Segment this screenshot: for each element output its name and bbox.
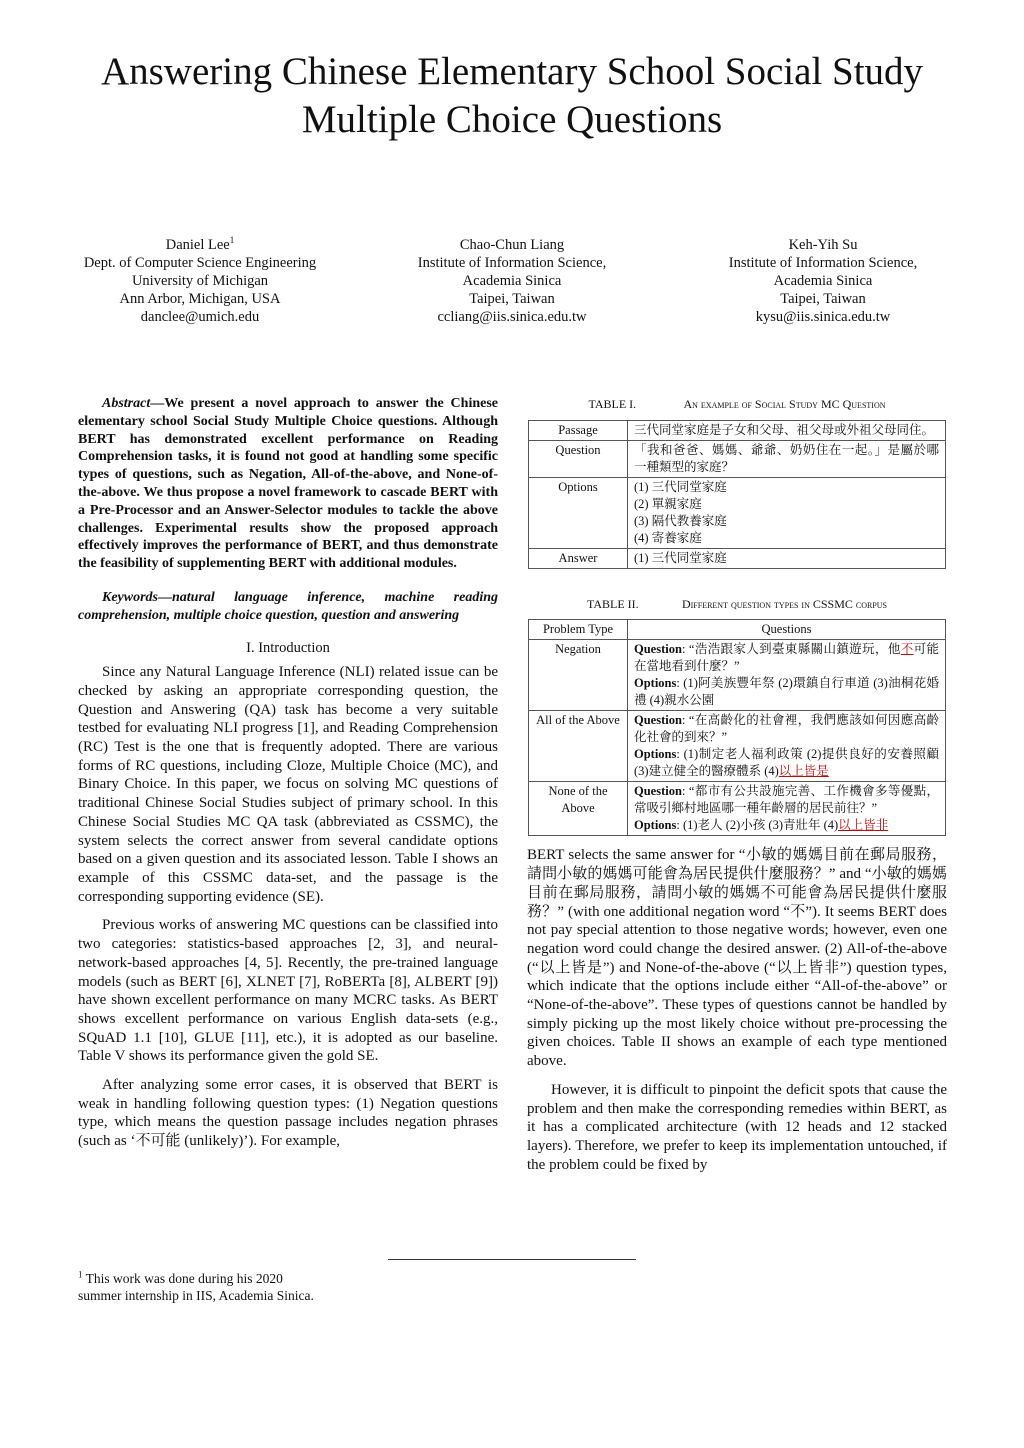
question-cell: Question: “都市有公共設施完善、工作機會多等優點，常吸引鄉村地區哪一種年齡層的居民前往？” Options: (1)老人 (2)小孩 (3)青壯年 (4)以上皆非 [628, 782, 946, 836]
table2 [528, 619, 946, 836]
negation-word: 不 [900, 642, 914, 657]
question-cell: Question: “浩浩跟家人到臺東縣關山鎮遊玩，他不可能在當地看到什麼？” Options: (1)阿美族豐年祭 (2)環鎮自行車道 (3)油桐花婚禮 (4)親水公園 [628, 640, 946, 711]
footnote-divider [388, 1259, 636, 1260]
author-name: Keh-Yih Su [788, 237, 858, 253]
table1-caption [527, 395, 947, 414]
row-value: (1) 三代同堂家庭 [628, 548, 946, 568]
table-row [529, 477, 946, 548]
author-name: Daniel Lee [165, 237, 230, 253]
abstract: Abstract—We present a novel approach to answer the Chinese elementary school Social Study Multiple Choice questions. Although BERT has demonstrated excellent performance on Reading Comprehension tasks, it is found not good at handling some specific types of questions, such as Negation, All-of-the-above, and None-of-the-above. We thus propose a novel framework to cascade BERT with a Pre-Processor and an Answer-Selector modules to tackle the above challenges. Experimental results show the proposed approach effectively improves the performance of BERT, and thus demonstrate the feasibility of supplementing BERT with additional modules. [78, 396, 498, 572]
table-row [529, 782, 946, 836]
paragraph: After analyzing some error cases, it is observed that BERT is weak in handling following question types: (1) Negation questions type, which means the question passage includes negation phrases (such as ‘不可能 (unlikely)’). For example, [78, 1077, 498, 1150]
question-text: 浩浩跟家人到臺東縣關山鎮遊玩，他 [694, 642, 901, 657]
options-label: Options [634, 747, 677, 762]
author-email: ccliang@iis.sinica.edu.tw [437, 309, 587, 325]
options-text: (1)老人 (2)小孩 (3)青壯年 (4) [683, 818, 839, 833]
author-affiliation: University of Michigan [131, 273, 269, 289]
answer-highlight: 以上皆非 [838, 818, 889, 833]
author-affiliation: Academia Sinica [773, 273, 873, 289]
author-email: kysu@iis.sinica.edu.tw [755, 309, 891, 325]
paragraph: Previous works of answering MC questions can be classified into two categories: statistics-based approaches [2, 3], and neural-network-based approaches [4, 5]. Recently, the pre-trained language models (such as BERT [6], XLNET [7], RoBERTa [8], ALBERT [9]) have shown excellent performance on many MCRC tasks. As BERT shows excellent performance on various English data-sets (e.g., SQuAD 1.1 [10], GLUE [11], etc.), it is adopted as our baseline. Table V shows its performance given the gold SE. [78, 917, 498, 1065]
row-value: 三代同堂家庭是子女和父母、祖父母或外祖父母同住。 [628, 420, 946, 440]
table-row [529, 640, 946, 711]
table1 [528, 420, 946, 569]
table-label: TABLE II. [586, 596, 639, 611]
keywords-text: natural language inference, machine reading comprehension, multiple choice question, question and answering [78, 589, 498, 623]
section-heading: I. Introduction [246, 639, 330, 656]
question-text: 都市有公共設施完善、工作機會多等優點，常吸引鄉村地區哪一種年齡層的居民前往？” [634, 784, 939, 816]
column-header: Questions [628, 620, 946, 640]
table-header [529, 620, 946, 640]
options-text: (1)阿美族豐年祭 (2)環鎮自行車道 (3)油桐花婚禮 (4)親水公園 [634, 676, 939, 708]
row-key: Options [529, 477, 628, 548]
paragraph: BERT selects the same answer for “小敏的媽媽目前在郵局服務，請問小敏的媽媽可能會為居民提供什麼服務？” and “小敏的媽媽目前在郵局服務，請問小敏的媽媽不可能會為居民提供什麼服務？” (with one additional negation word “不”). It seems BERT does not pay special attention to those negative words; however, even one negation word could change the desired answer. (2) All-of-the-above (“以上皆是”) and None-of-the-above (“以上皆非”) question types, which indicate that the options include either “All-of-the-above” or “None-of-the-above”. These types of questions cannot be handled by simply picking up the most likely choice without pre-processing the given choices. Table II shows an example of each type mentioned above. [527, 847, 947, 1070]
table2-caption [527, 595, 947, 614]
author-affiliation: Dept. of Computer Science Engineering [83, 255, 317, 271]
author-affiliation: Institute of Information Science, [417, 255, 607, 271]
author-name: Chao-Chun Liang [459, 237, 565, 253]
option-line: (2) 單親家庭 [634, 496, 702, 511]
answer-highlight: 以上皆是 [778, 764, 829, 779]
option-line: (3) 隔代教養家庭 [634, 513, 727, 528]
row-value: 「我和爸爸、媽媽、爺爺、奶奶住在一起。」是屬於哪一種類型的家庭？ [628, 440, 946, 477]
options-label: Options [634, 676, 677, 691]
row-key: Answer [529, 548, 628, 568]
table-label: TABLE I. [588, 397, 637, 411]
author-block-2 [372, 236, 652, 326]
problem-type: Negation [529, 640, 628, 711]
question-label: Question [634, 784, 682, 799]
option-line: (1) 三代同堂家庭 [634, 479, 727, 494]
question-label: Question [634, 642, 682, 657]
table-row [529, 548, 946, 568]
question-label: Question [634, 713, 682, 728]
author-location: Taipei, Taiwan [780, 291, 866, 307]
author-email: danclee@umich.edu [140, 309, 260, 325]
paragraph: However, it is difficult to pinpoint the deficit spots that cause the problem and then make the corresponding remedies within BERT, as it has a complicated architecture (with 12 heads and 12 stacked layers). Therefore, we prefer to keep its implementation untouched, if the problem could be fixed by [527, 1081, 947, 1173]
table-row [529, 440, 946, 477]
paper-title: Answering Chinese Elementary School Social Study Multiple Choice Questions [100, 50, 924, 141]
author-location: Ann Arbor, Michigan, USA [119, 291, 281, 307]
footnote-mark: 1 [78, 1269, 83, 1280]
paragraph: Since any Natural Language Inference (NLI) related issue can be checked by asking an appropriate corresponding question, the Question and Answering (QA) task has become a very suitable testbed for evaluating NLI progress [1], and Reading Comprehension (RC) Test is the one that is frequently adopted. There are various forms of RC questions, including Cloze, Multiple Choice (MC), and Binary Choice. In this paper, we focus on solving MC questions of traditional Chinese Social Studies subject of primary school. In this Chinese Social Studies MC QA task (abbreviated as CSSMC), the system selects the correct answer from several candidate options based on a given question and its associated lesson. Table I shows an example of this CSSMC data-set, and the passage is the corresponding supporting evidence (SE). [78, 664, 498, 905]
option-line: (4) 寄養家庭 [634, 530, 702, 545]
problem-type: All of the Above [529, 711, 628, 782]
problem-type: None of the Above [529, 782, 628, 836]
question-cell: Question: “在高齡化的社會裡，我們應該如何因應高齡化社會的到來？” Options: (1)制定老人福利政策 (2)提供良好的安養照顧 (3)建立健全的醫療體系 (4)以上皆是 [628, 711, 946, 782]
question-text: 在高齡化的社會裡，我們應該如何因應高齡化社會的到來？” [634, 713, 939, 745]
footnote-marker: 1 [229, 235, 235, 246]
author-affiliation: Institute of Information Science, [728, 255, 918, 271]
question-text-rest: 可能在當地看到什麼？” [634, 642, 939, 674]
author-location: Taipei, Taiwan [469, 291, 555, 307]
author-block-3 [683, 236, 963, 326]
author-affiliation: Academia Sinica [462, 273, 562, 289]
keywords: Keywords—natural language inference, machine reading comprehension, multiple choice question, question and answering [78, 589, 498, 623]
footnote [78, 1270, 318, 1304]
table-title: Different question types in CSSMC corpus [681, 596, 888, 611]
row-key: Passage [529, 420, 628, 440]
row-key: Question [529, 440, 628, 477]
column-header: Problem Type [529, 620, 628, 640]
abstract-label: Abstract [102, 396, 151, 411]
options-cell [628, 477, 946, 548]
author-block-1 [60, 236, 340, 326]
table-title: An example of Social Study MC Question [683, 397, 886, 411]
options-label: Options [634, 818, 677, 833]
table-row [529, 420, 946, 440]
right-column [527, 395, 947, 1184]
left-column [78, 395, 498, 1161]
keywords-label: Keywords [102, 589, 158, 605]
abstract-text: We present a novel approach to answer the Chinese elementary school Social Study Multiple Choice questions. Although BERT has demonstrated excellent performance on Reading Comprehension tasks, it is found not good at handling some specific types of questions, such as Negation, All-of-the-above, and None-of-the-above. We thus propose a novel framework to cascade BERT with a Pre-Processor and an Answer-Selector modules to tackle the above challenges. Experimental results show the proposed approach effectively improves the performance of BERT, and thus demonstrate the feasibility of supplementing BERT with additional modules. [78, 396, 498, 572]
options-text: (1)制定老人福利政策 (2)提供良好的安養照顧 (3)建立健全的醫療體系 (4) [634, 747, 939, 779]
table-row [529, 711, 946, 782]
footnote-text: This work was done during his 2020 summer internship in IIS, Academia Sinica. [78, 1271, 314, 1303]
